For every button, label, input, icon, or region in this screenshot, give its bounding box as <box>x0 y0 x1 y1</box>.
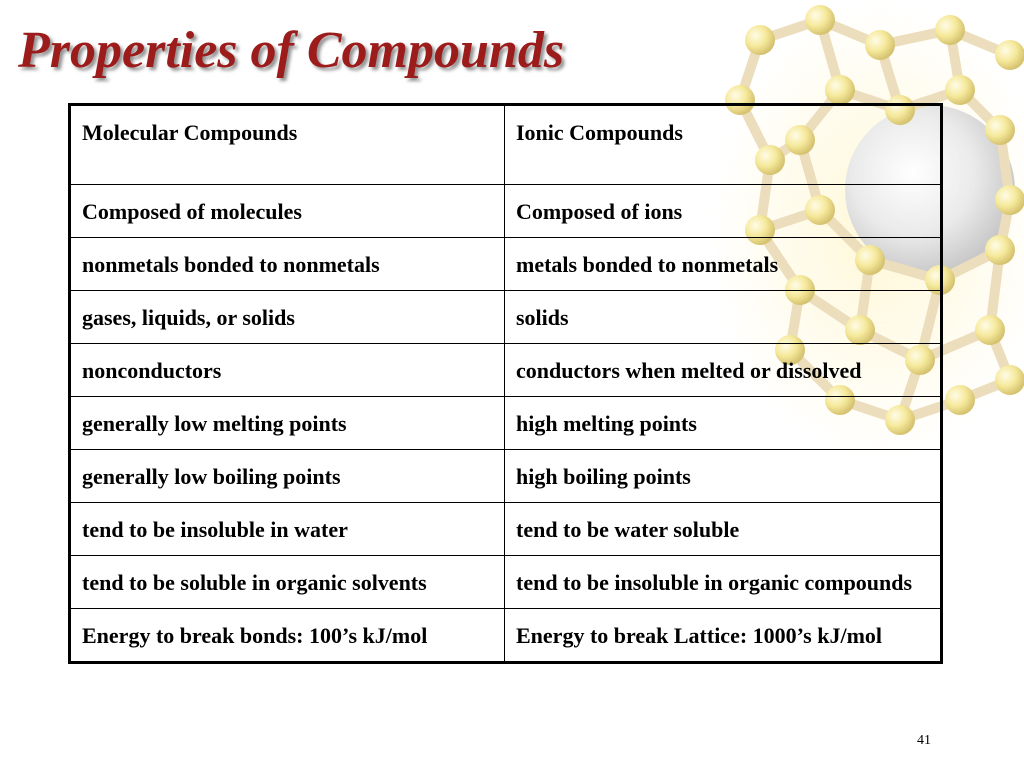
header-ionic-compounds: Ionic Compounds <box>505 105 942 185</box>
ionic-cell: tend to be insoluble in organic compounds <box>505 556 942 609</box>
molecular-cell: generally low melting points <box>70 397 505 450</box>
molecular-cell: nonconductors <box>70 344 505 397</box>
header-molecular-compounds: Molecular Compounds <box>70 105 505 185</box>
ionic-cell: Composed of ions <box>505 185 942 238</box>
ionic-cell: tend to be water soluble <box>505 503 942 556</box>
table-row <box>70 238 942 291</box>
table-row <box>70 450 942 503</box>
ionic-cell: conductors when melted or dissolved <box>505 344 942 397</box>
ionic-cell: high melting points <box>505 397 942 450</box>
molecular-cell: tend to be soluble in organic solvents <box>70 556 505 609</box>
table-row <box>70 503 942 556</box>
table-row <box>70 344 942 397</box>
table-row <box>70 609 942 663</box>
table-header-row <box>70 105 942 185</box>
ionic-cell: Energy to break Lattice: 1000’s kJ/mol <box>505 609 942 663</box>
molecular-cell: generally low boiling points <box>70 450 505 503</box>
table-row <box>70 291 942 344</box>
molecular-cell: nonmetals bonded to nonmetals <box>70 238 505 291</box>
molecular-cell: Composed of molecules <box>70 185 505 238</box>
slide-title: Properties of Compounds <box>18 22 565 79</box>
table-row <box>70 397 942 450</box>
table-row <box>70 185 942 238</box>
page-number: 41 <box>917 733 931 748</box>
compounds-comparison-table <box>68 103 943 664</box>
molecular-cell: tend to be insoluble in water <box>70 503 505 556</box>
molecular-cell: Energy to break bonds: 100’s kJ/mol <box>70 609 505 663</box>
table-row <box>70 556 942 609</box>
ionic-cell: metals bonded to nonmetals <box>505 238 942 291</box>
ionic-cell: solids <box>505 291 942 344</box>
ionic-cell: high boiling points <box>505 450 942 503</box>
molecular-cell: gases, liquids, or solids <box>70 291 505 344</box>
